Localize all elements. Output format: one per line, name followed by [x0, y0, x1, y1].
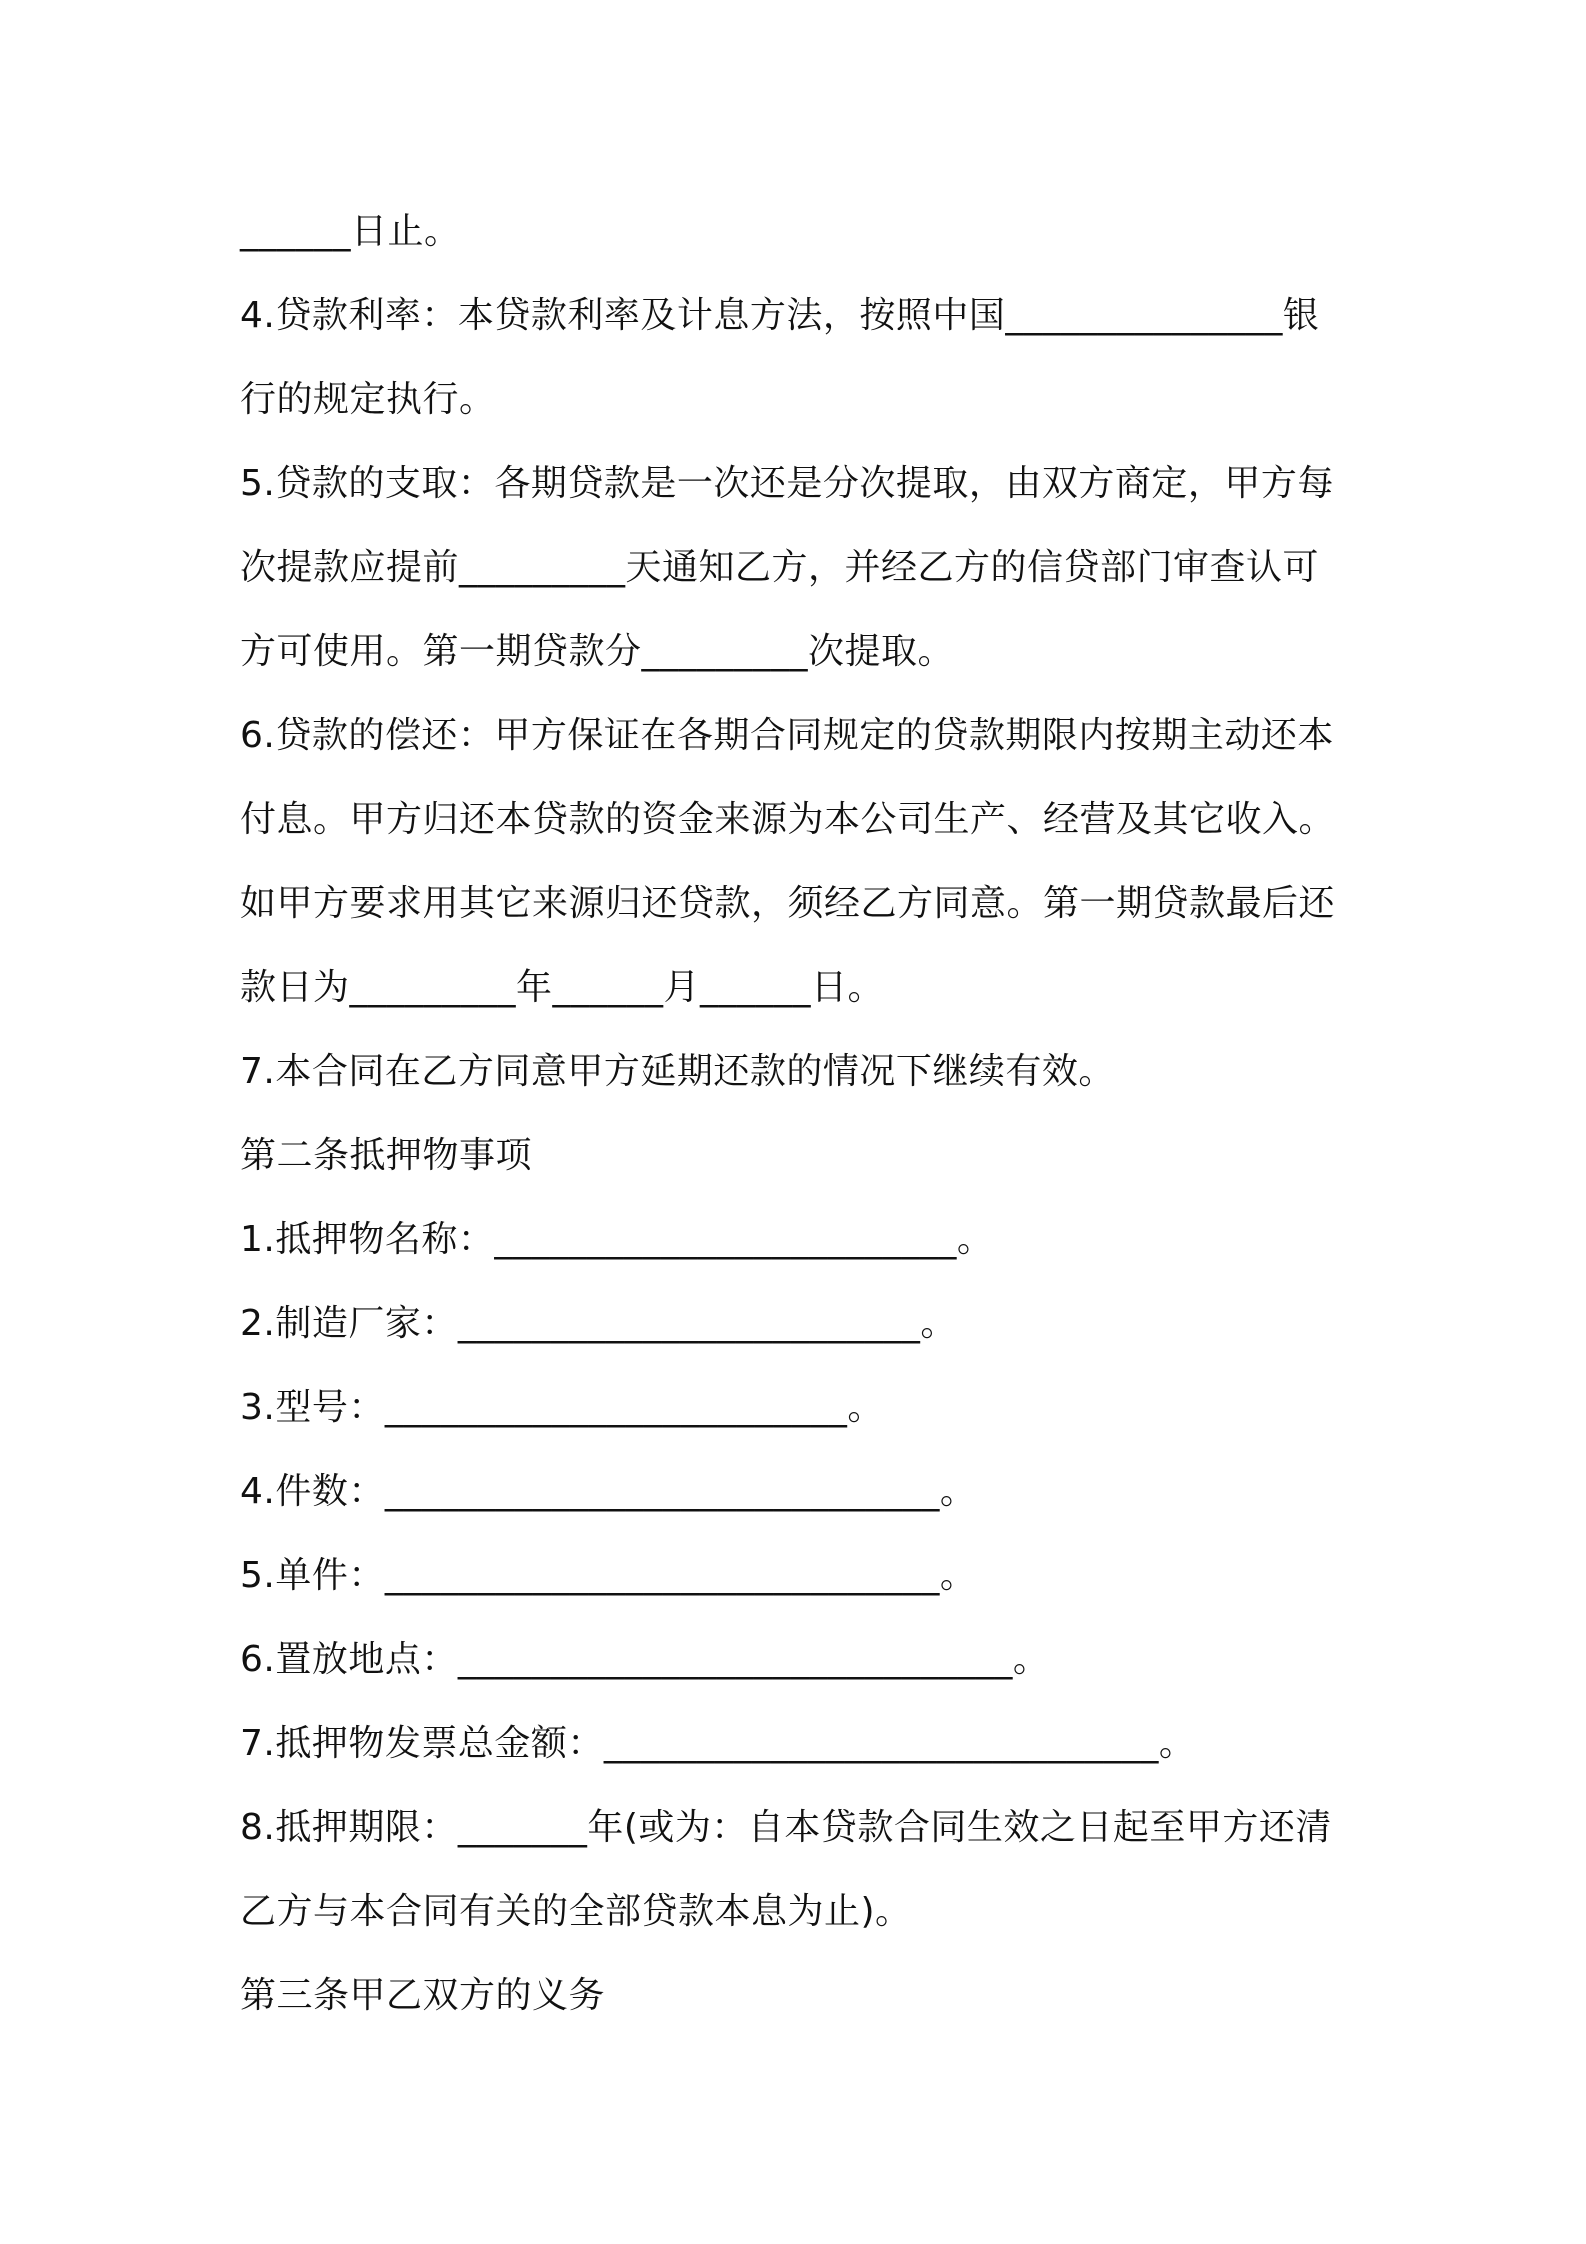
- text-line: 2.制造厂家：_________________________。: [240, 1303, 957, 1344]
- text-line: 5.单件：______________________________。: [240, 1555, 977, 1596]
- text-line: 付息。甲方归还本贷款的资金来源为本公司生产、经营及其它收入。: [240, 799, 1336, 840]
- text-line: 4.件数：______________________________。: [240, 1471, 977, 1512]
- text-line: 次提款应提前_________天通知乙方，并经乙方的信贷部门审查认可: [240, 547, 1320, 588]
- text-line: 6.置放地点：______________________________。: [240, 1639, 1050, 1680]
- text-line: 5.贷款的支取：各期贷款是一次还是分次提取，由双方商定，甲方每: [240, 463, 1334, 504]
- section-heading: 第三条甲乙双方的义务: [240, 1975, 606, 2016]
- text-line: ______日止。: [240, 211, 461, 252]
- text-line: 6.贷款的偿还：甲方保证在各期合同规定的贷款期限内按期主动还本: [240, 715, 1334, 756]
- text-line: 7.本合同在乙方同意甲方延期还款的情况下继续有效。: [240, 1051, 1115, 1092]
- text-line: 7.抵押物发票总金额：______________________________。: [240, 1723, 1196, 1764]
- text-line: 4.贷款利率：本贷款利率及计息方法，按照中国_______________银: [240, 295, 1320, 336]
- text-line: 方可使用。第一期贷款分_________次提取。: [240, 631, 955, 672]
- text-line: 如甲方要求用其它来源归还贷款，须经乙方同意。第一期贷款最后还: [240, 883, 1336, 924]
- document-body: [240, 190, 1360, 2038]
- text-line: 行的规定执行。: [240, 379, 496, 420]
- text-line: 8.抵押期限：_______年(或为：自本贷款合同生效之日起至甲方还清: [240, 1807, 1332, 1848]
- text-line: 3.型号：_________________________。: [240, 1387, 884, 1428]
- text-line: 款日为_________年______月______日。: [240, 967, 885, 1008]
- text-line: 乙方与本合同有关的全部贷款本息为止)。: [240, 1891, 912, 1932]
- text-line: 1.抵押物名称：_________________________。: [240, 1219, 994, 1260]
- section-heading: 第二条抵押物事项: [240, 1135, 533, 1176]
